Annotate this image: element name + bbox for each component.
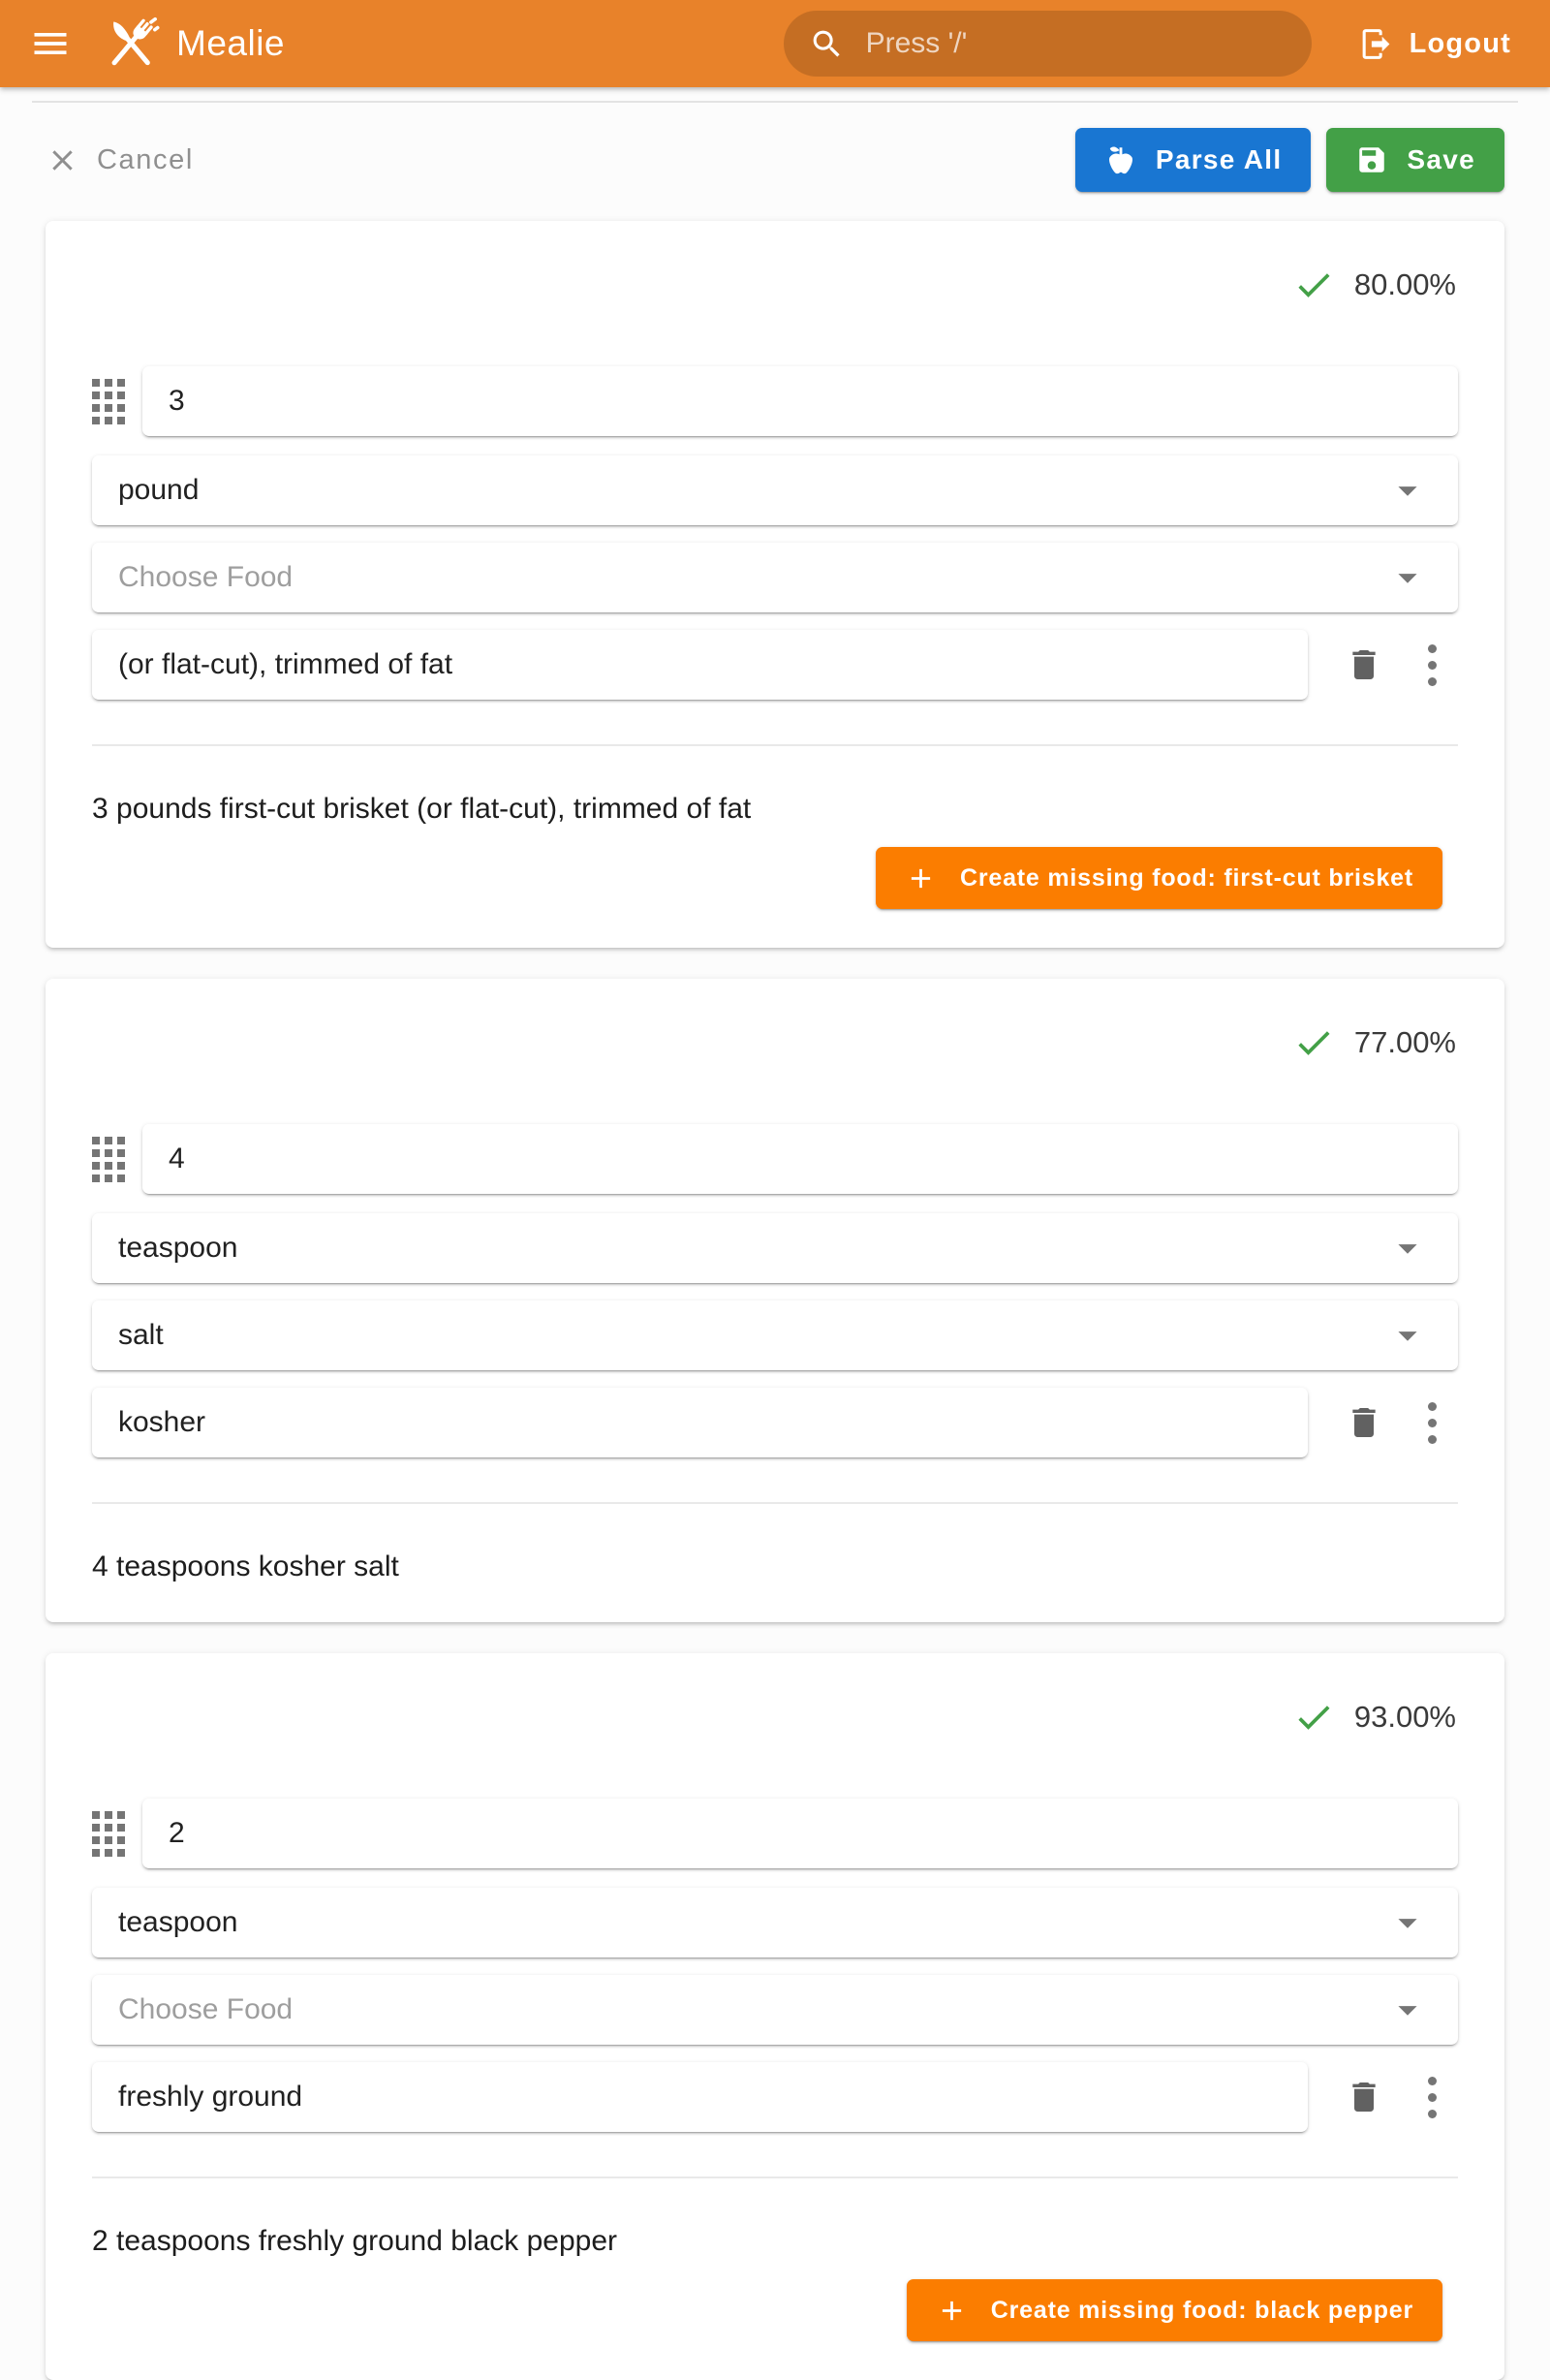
note-input[interactable] — [118, 1406, 1282, 1439]
original-text: 3 pounds first-cut brisket (or flat-cut), trimmed of fat — [92, 793, 752, 825]
confidence-badge — [92, 1696, 1456, 1738]
menu-down-icon — [1385, 468, 1430, 513]
parse-all-label: Parse All — [1155, 144, 1283, 174]
food-select[interactable] — [92, 1300, 1458, 1370]
search-input[interactable] — [866, 27, 1286, 60]
unit-select[interactable] — [92, 1888, 1458, 1957]
search-icon — [809, 26, 845, 62]
dots-vertical-icon — [1428, 2077, 1437, 2085]
editor-toolbar — [0, 103, 1550, 192]
menu-down-icon — [1385, 1900, 1430, 1945]
cancel-label: Cancel — [97, 143, 194, 175]
menu-down-icon — [1385, 1313, 1430, 1358]
ingredient-card — [46, 979, 1504, 1622]
silverware-icon — [99, 12, 163, 76]
card-divider — [92, 2176, 1458, 2178]
check-icon — [1292, 1696, 1335, 1738]
logout-icon — [1358, 26, 1394, 62]
save-button[interactable] — [1326, 128, 1504, 192]
create-missing-food-button[interactable] — [876, 847, 1442, 909]
original-text: 2 teaspoons freshly ground black pepper — [92, 2225, 618, 2257]
quantity-field — [142, 1124, 1458, 1194]
delete-button[interactable] — [1345, 2078, 1383, 2116]
ingredient-card — [46, 221, 1504, 948]
unit-value: teaspoon — [118, 1232, 238, 1264]
logout-button[interactable] — [1358, 26, 1511, 62]
delete-button[interactable] — [1345, 1403, 1383, 1442]
unit-select[interactable] — [92, 1213, 1458, 1283]
note-field — [92, 1388, 1308, 1457]
unit-value: pound — [118, 474, 200, 506]
logout-label: Logout — [1409, 27, 1511, 59]
ingredient-card — [46, 1653, 1504, 2380]
quantity-input[interactable] — [169, 385, 1432, 418]
unit-value: teaspoon — [118, 1906, 238, 1938]
original-text: 4 teaspoons kosher salt — [92, 1550, 399, 1582]
food-placeholder: Choose Food — [118, 561, 294, 593]
menu-icon — [29, 22, 72, 65]
delete-icon — [1345, 2078, 1383, 2116]
card-divider — [92, 744, 1458, 746]
quantity-field — [142, 1799, 1458, 1868]
delete-button[interactable] — [1345, 645, 1383, 684]
menu-button[interactable] — [29, 22, 72, 65]
create-missing-food-button[interactable] — [907, 2279, 1442, 2341]
note-input[interactable] — [118, 2081, 1282, 2114]
drag-handle[interactable] — [92, 1811, 125, 1857]
close-icon — [46, 143, 79, 177]
app-bar — [0, 0, 1550, 87]
more-options-button[interactable] — [1420, 2073, 1444, 2122]
save-icon — [1355, 143, 1388, 176]
parse-all-button[interactable] — [1075, 128, 1312, 192]
more-options-button[interactable] — [1420, 641, 1444, 690]
note-input[interactable] — [118, 648, 1282, 681]
mealie-logo — [99, 12, 163, 76]
food-select[interactable] — [92, 543, 1458, 612]
menu-down-icon — [1385, 555, 1430, 600]
food-placeholder: Choose Food — [118, 1993, 294, 2025]
check-icon — [1292, 1021, 1335, 1064]
food-value: salt — [118, 1319, 164, 1351]
check-icon — [1292, 264, 1335, 306]
menu-down-icon — [1385, 1226, 1430, 1270]
delete-icon — [1345, 1403, 1383, 1442]
note-field — [92, 2062, 1308, 2132]
note-field — [92, 630, 1308, 700]
delete-icon — [1345, 645, 1383, 684]
quantity-input[interactable] — [169, 1143, 1432, 1175]
cancel-button[interactable] — [46, 143, 194, 177]
plus-icon — [936, 2295, 968, 2327]
quantity-field — [142, 366, 1458, 436]
confidence-value: 93.00% — [1353, 1700, 1456, 1734]
card-divider — [92, 1502, 1458, 1504]
search-bar[interactable] — [784, 11, 1312, 77]
dots-vertical-icon — [1428, 644, 1437, 653]
unit-select[interactable] — [92, 455, 1458, 525]
dots-vertical-icon — [1428, 1402, 1437, 1411]
drag-handle[interactable] — [92, 1137, 125, 1182]
drag-handle[interactable] — [92, 379, 125, 424]
confidence-badge — [92, 1021, 1456, 1064]
app-title: Mealie — [176, 23, 285, 63]
confidence-value: 80.00% — [1353, 267, 1456, 301]
quantity-input[interactable] — [169, 1817, 1432, 1850]
menu-down-icon — [1385, 1988, 1430, 2032]
more-options-button[interactable] — [1420, 1398, 1444, 1448]
plus-icon — [905, 862, 937, 894]
save-label: Save — [1407, 144, 1475, 174]
food-select[interactable] — [92, 1975, 1458, 2045]
create-missing-food-label: Create missing food: black pepper — [990, 2296, 1413, 2324]
create-missing-food-label: Create missing food: first-cut brisket — [960, 863, 1413, 892]
confidence-badge — [92, 264, 1456, 306]
apple-icon — [1104, 143, 1137, 176]
confidence-value: 77.00% — [1353, 1025, 1456, 1059]
